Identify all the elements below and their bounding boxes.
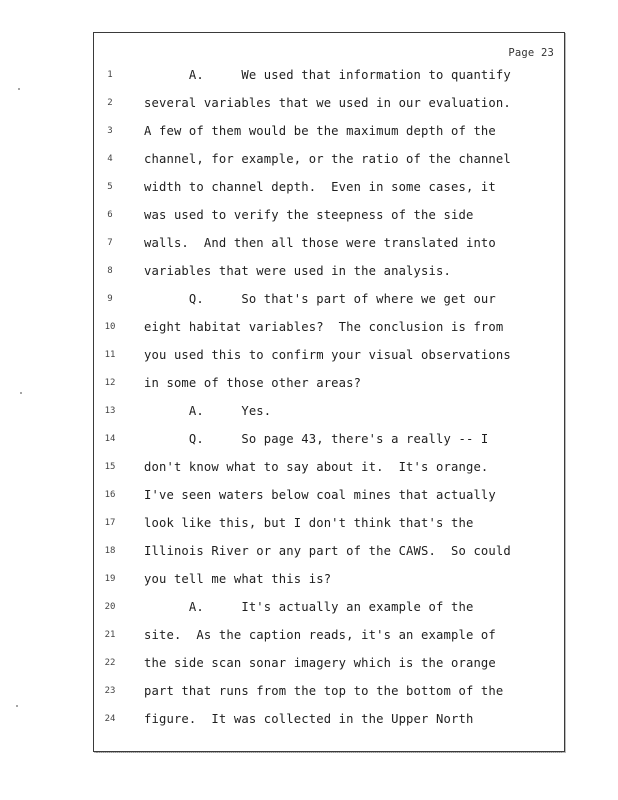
line-number: 10 (104, 322, 116, 332)
transcript-line (94, 543, 564, 561)
line-text: I've seen waters below coal mines that actually (144, 488, 496, 502)
transcript-line (94, 627, 564, 645)
line-text: A few of them would be the maximum depth of the (144, 124, 496, 138)
transcript-line (94, 67, 564, 85)
line-number: 9 (107, 294, 113, 304)
scan-edge (96, 752, 562, 755)
transcript-line (94, 711, 564, 729)
line-number: 20 (104, 602, 116, 612)
line-number: 7 (107, 238, 113, 248)
line-text: variables that were used in the analysis. (144, 264, 451, 278)
line-text: channel, for example, or the ratio of the channel (144, 152, 511, 166)
line-number: 4 (107, 154, 113, 164)
transcript-line (94, 319, 564, 337)
line-text: A. We used that information to quantify (144, 68, 511, 82)
line-text: A. It's actually an example of the (144, 600, 474, 614)
transcript-page (93, 32, 565, 752)
transcript-line (94, 403, 564, 421)
line-text: was used to verify the steepness of the side (144, 208, 474, 222)
line-text: site. As the caption reads, it's an example of (144, 628, 496, 642)
transcript-line (94, 515, 564, 533)
scan-speck (16, 705, 18, 707)
line-text: width to channel depth. Even in some cases, it (144, 180, 496, 194)
transcript-line (94, 263, 564, 281)
transcript-line (94, 235, 564, 253)
line-text: you used this to confirm your visual observations (144, 348, 511, 362)
transcript-line (94, 291, 564, 309)
line-text: Q. So page 43, there's a really -- I (144, 432, 489, 446)
transcript-line (94, 655, 564, 673)
transcript-line (94, 151, 564, 169)
line-number: 14 (104, 434, 116, 444)
line-number: 16 (104, 490, 116, 500)
line-text: Illinois River or any part of the CAWS. So could (144, 544, 511, 558)
transcript-line (94, 487, 564, 505)
line-text: Q. So that's part of where we get our (144, 292, 496, 306)
transcript-line (94, 179, 564, 197)
line-number: 1 (107, 70, 113, 80)
line-text: figure. It was collected in the Upper North (144, 712, 474, 726)
line-text: you tell me what this is? (144, 572, 332, 586)
transcript-line (94, 347, 564, 365)
line-number: 3 (107, 126, 113, 136)
line-number: 21 (104, 630, 116, 640)
line-number: 2 (107, 98, 113, 108)
line-number: 17 (104, 518, 116, 528)
line-text: part that runs from the top to the bottom of the (144, 684, 504, 698)
line-number: 6 (107, 210, 113, 220)
transcript-line (94, 207, 564, 225)
line-text: the side scan sonar imagery which is the orange (144, 656, 496, 670)
line-number: 23 (104, 686, 116, 696)
transcript-line (94, 459, 564, 477)
line-number: 12 (104, 378, 116, 388)
scan-speck (20, 392, 22, 394)
transcript-line (94, 571, 564, 589)
line-number: 11 (104, 350, 116, 360)
line-number: 22 (104, 658, 116, 668)
transcript-line (94, 683, 564, 701)
line-text: A. Yes. (144, 404, 272, 418)
transcript-line (94, 375, 564, 393)
transcript-line (94, 599, 564, 617)
line-text: in some of those other areas? (144, 376, 362, 390)
line-number: 15 (104, 462, 116, 472)
line-number: 19 (104, 574, 116, 584)
line-text: walls. And then all those were translated into (144, 236, 496, 250)
transcript-line (94, 431, 564, 449)
line-number: 18 (104, 546, 116, 556)
line-number: 8 (107, 266, 113, 276)
scan-speck (18, 88, 20, 90)
transcript-line (94, 123, 564, 141)
line-text: several variables that we used in our evaluation. (144, 96, 511, 110)
line-text: don't know what to say about it. It's orange. (144, 460, 489, 474)
line-text: look like this, but I don't think that's the (144, 516, 474, 530)
line-number: 5 (107, 182, 113, 192)
transcript-line (94, 95, 564, 113)
line-text: eight habitat variables? The conclusion is from (144, 320, 504, 334)
line-number: 13 (104, 406, 116, 416)
line-number: 24 (104, 714, 116, 724)
page-number: Page 23 (508, 47, 554, 59)
